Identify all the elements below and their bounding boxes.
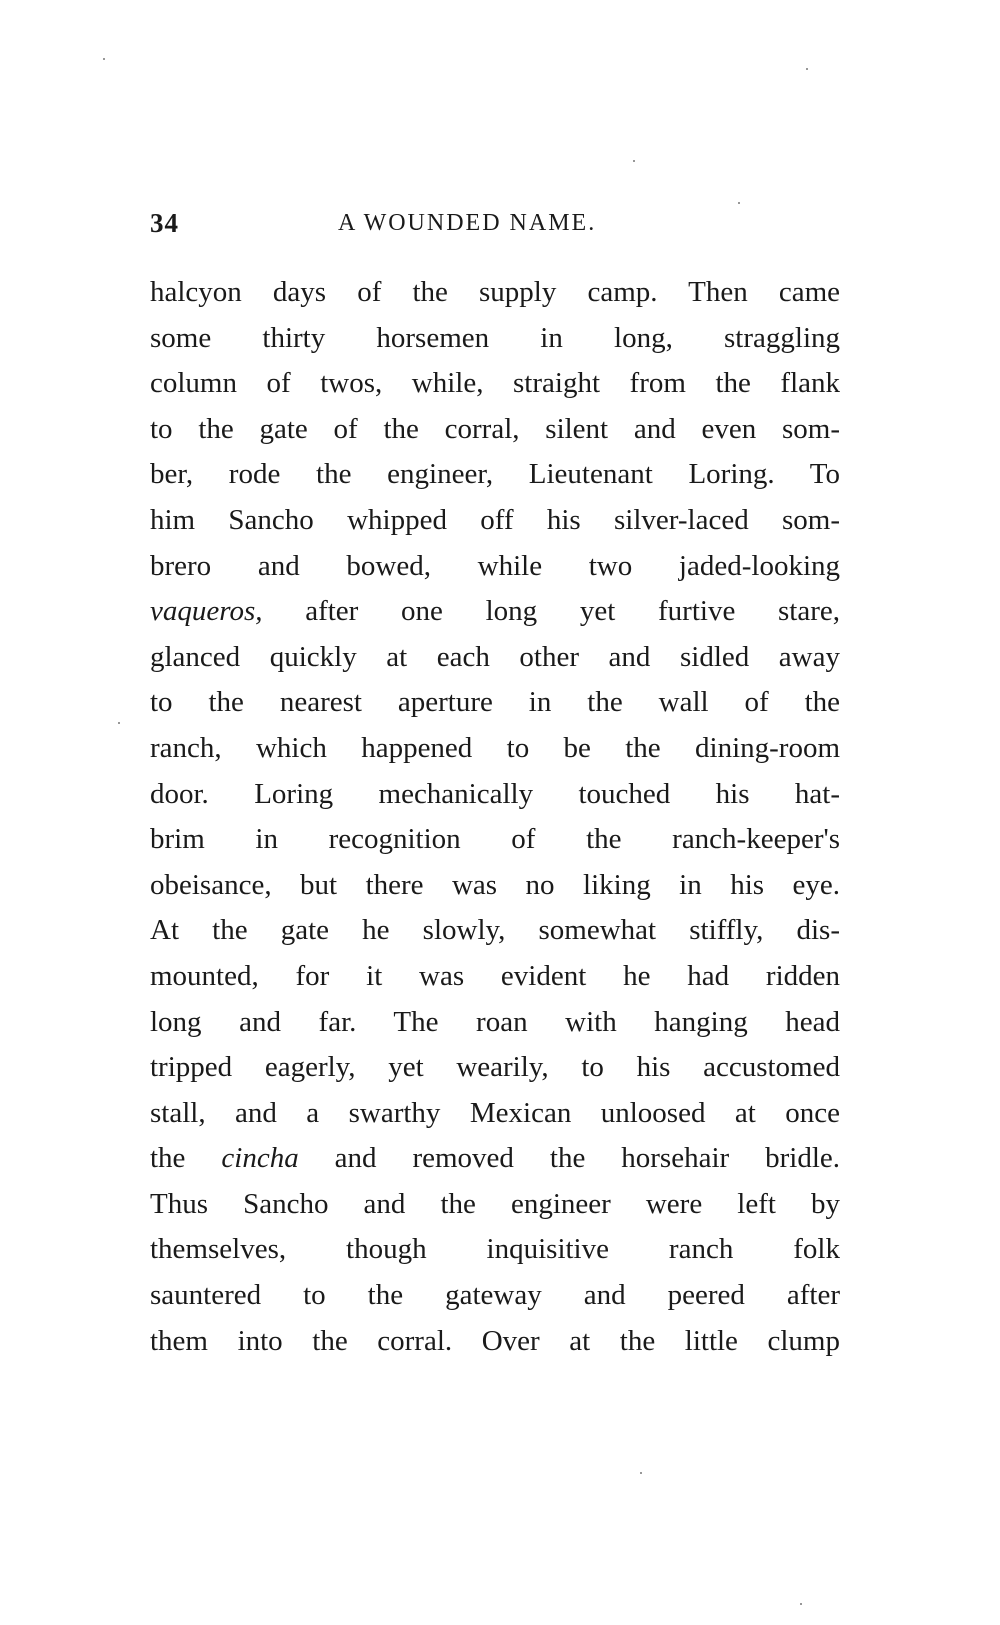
text-line-vaqueros <box>150 589 840 635</box>
text-line: Thus Sancho and the engineer were left by <box>150 1187 840 1220</box>
text-line: ranch, which happened to be the dining-room <box>150 731 840 764</box>
scan-speck <box>118 722 120 724</box>
scan-speck <box>633 160 635 162</box>
running-head <box>150 208 840 252</box>
text-line: obeisance, but there was no liking in his eye. <box>150 868 840 901</box>
body-text <box>150 270 840 1364</box>
text-line: to the gate of the corral, silent and even som- <box>150 412 840 445</box>
text-line: brero and bowed, while two jaded-looking <box>150 549 840 582</box>
text-line: door. Loring mechanically touched his hat- <box>150 777 840 810</box>
text-line-cincha <box>150 1136 840 1182</box>
italic-word-vaqueros: vaqueros, <box>150 595 263 628</box>
text-line: stall, and a swarthy Mexican unloosed at once <box>150 1096 840 1129</box>
text-line: mounted, for it was evident he had ridden <box>150 959 840 992</box>
text-line: brim in recognition of the ranch-keeper's <box>150 823 840 856</box>
text-line: ber, rode the engineer, Lieutenant Loring. To <box>150 458 840 491</box>
text-line-prefix: the <box>150 1142 186 1175</box>
italic-word-cincha: cincha <box>221 1142 299 1175</box>
text-line: column of twos, while, straight from the flank <box>150 367 840 400</box>
text-line-remainder: and removed the horsehair bridle. <box>334 1142 840 1175</box>
text-line: themselves, though inquisitive ranch folk <box>150 1233 840 1266</box>
scan-speck <box>640 1472 642 1474</box>
scan-speck <box>738 202 740 204</box>
scan-speck <box>806 68 808 70</box>
text-line: them into the corral. Over at the little clump <box>150 1324 840 1357</box>
scan-speck <box>800 1603 802 1605</box>
text-line: some thirty horsemen in long, straggling <box>150 321 840 354</box>
page-number: 34 <box>150 208 179 238</box>
text-line: long and far. The roan with hanging head <box>150 1005 840 1038</box>
text-line: tripped eagerly, yet wearily, to his accustomed <box>150 1051 840 1084</box>
scan-speck <box>103 58 105 60</box>
text-line: At the gate he slowly, somewhat stiffly, dis- <box>150 914 840 947</box>
text-line-remainder: after one long yet furtive stare, <box>305 595 841 628</box>
text-line: sauntered to the gateway and peered after <box>150 1279 840 1312</box>
text-line: glanced quickly at each other and sidled away <box>150 640 840 673</box>
text-line: him Sancho whipped off his silver-laced som- <box>150 503 840 536</box>
running-title: A WOUNDED NAME. <box>338 210 597 236</box>
text-line: to the nearest aperture in the wall of the <box>150 686 840 719</box>
text-line: halcyon days of the supply camp. Then came <box>150 276 840 308</box>
